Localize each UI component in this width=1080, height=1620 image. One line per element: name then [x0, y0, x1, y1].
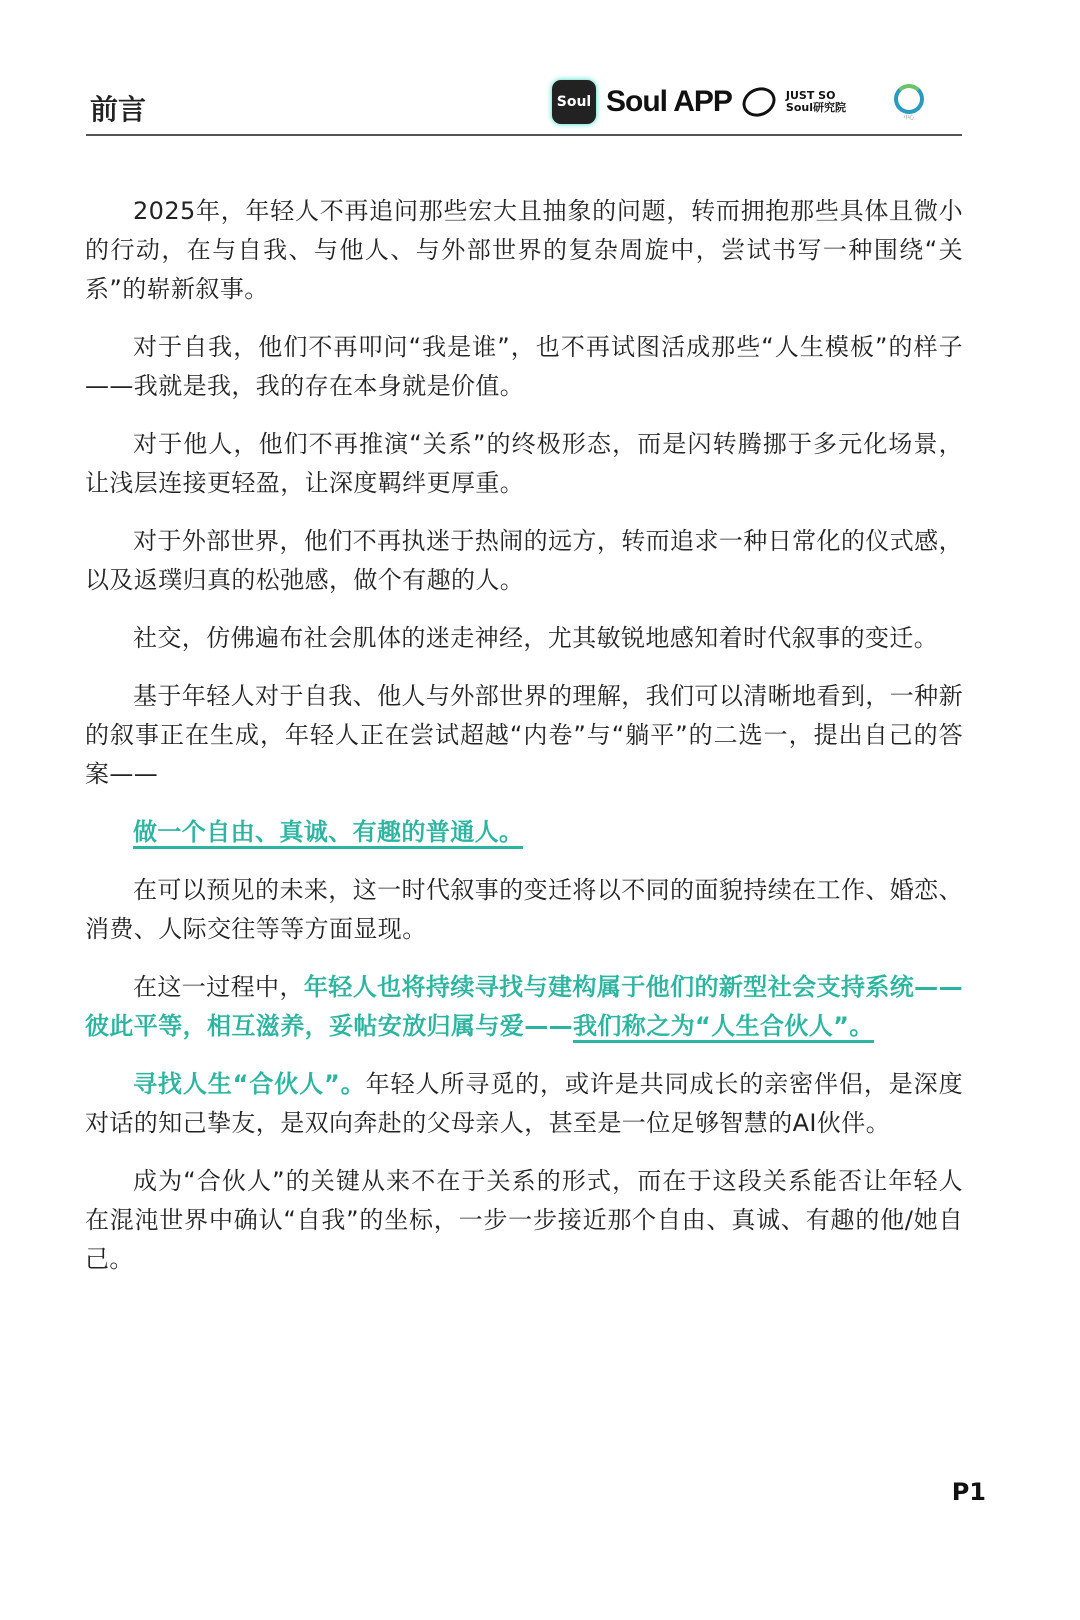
soul-institute-text: Soul研究院: [785, 101, 846, 114]
justso-logo: [786, 90, 846, 114]
paragraph: 对于他人，他们不再推演“关系”的终极形态，而是闪转腾挪于多元化场景，让浅层连接更轻盈，让深度羁绊更厚重。: [85, 430, 963, 497]
logo-group: [552, 80, 962, 124]
partner-highlight: 寻找人生“合伙人”。: [133, 1070, 366, 1098]
page-title: 前言: [90, 93, 147, 126]
soul-app-icon: Soul: [552, 80, 596, 124]
paragraph: 对于自我，他们不再叩问“我是谁”，也不再试图活成那些“人生模板”的样子——我就是我，我的存在本身就是价值。: [85, 333, 963, 400]
process-underlined: 我们称之为“人生合伙人”。: [573, 1012, 874, 1043]
org-logo: [856, 84, 962, 121]
partner-text: 年轻人所寻觅的，或许是共同成长的亲密伴侣，是深度对话的知己挚友，是双向奔赴的父母亲人，甚至是一位足够智慧的AI伙伴。: [85, 1070, 963, 1137]
paragraph: 在可以预见的未来，这一时代叙事的变迁将以不同的面貌持续在工作、婚恋、消费、人际交往等等方面显现。: [85, 876, 963, 943]
page-number: P1: [951, 1478, 986, 1506]
paragraph: 2025年，年轻人不再追问那些宏大且抽象的问题，转而拥抱那些具体且微小的行动，在与自我、与他人、与外部世界的复杂周旋中，尝试书写一种围绕“关系”的崭新叙事。: [85, 197, 963, 303]
highlight-answer: 做一个自由、真诚、有趣的普通人。: [133, 818, 523, 849]
paragraph: 社交，仿佛遍布社会肌体的迷走神经，尤其敏锐地感知着时代叙事的变迁。: [133, 624, 939, 652]
highlight-answer-paragraph: [85, 813, 963, 852]
paragraph: 基于年轻人对于自我、他人与外部世界的理解，我们可以清晰地看到，一种新的叙事正在生成，年轻人正在尝试超越“内卷”与“躺平”的二选一，提出自己的答案——: [85, 682, 963, 788]
paragraph: 对于外部世界，他们不再执迷于热闹的远方，转而追求一种日常化的仪式感，以及返璞归真的松弛感，做个有趣的人。: [85, 527, 963, 594]
paragraph: 成为“合伙人”的关键从来不在于关系的形式，而在于这段关系能否让年轻人在混沌世界中确认“自我”的坐标，一步一步接近那个自由、真诚、有趣的他/她自己。: [85, 1167, 963, 1273]
soul-app-logo-text: Soul APP: [606, 85, 732, 118]
justso-text: JUST SO: [785, 89, 836, 102]
justso-ring-icon: [738, 82, 781, 122]
org-mark-icon: [894, 84, 924, 114]
process-lead: 在这一过程中，: [133, 973, 304, 1001]
document-body: [85, 192, 963, 1298]
org-caption: 中心: [903, 114, 914, 121]
page-header: [86, 72, 962, 136]
process-highlight: 年轻人也将持续寻找与建构属于他们的新型社会支持系统——彼此平等，相互滋养，妥帖安放归属与爱——: [85, 973, 963, 1040]
paragraph-partner: [85, 1065, 963, 1143]
paragraph-process: [85, 968, 963, 1046]
